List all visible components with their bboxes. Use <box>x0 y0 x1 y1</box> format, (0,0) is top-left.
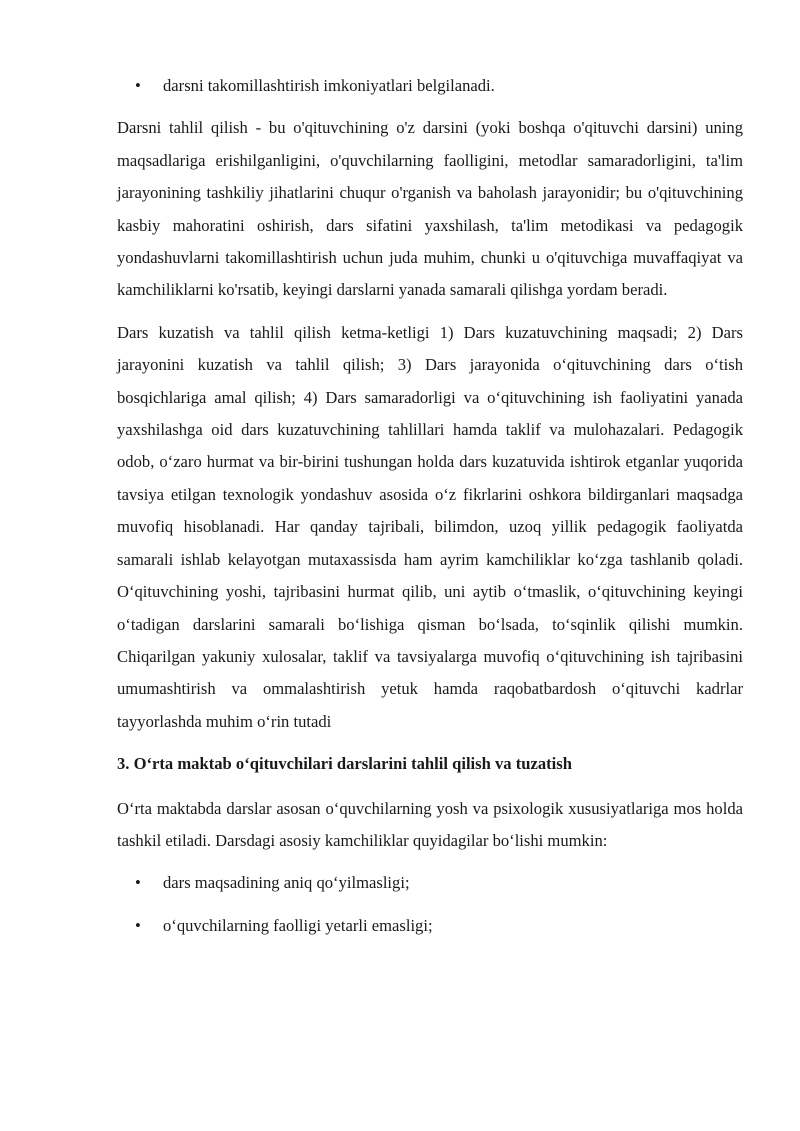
bullet-text: o‘quvchilarning faolligi yetarli emasligi; <box>163 915 433 935</box>
bullet-dot: • <box>135 915 141 935</box>
bullet-item <box>117 910 743 942</box>
paragraph-observation-sequence: Dars kuzatish va tahlil qilish ketma-ketligi 1) Dars kuzatuvchining maqsadi; 2) Dars jarayonini kuzatish va tahlil qilish; 3) Dars jarayonida o‘qituvchining dars o‘tish bosqichlariga amal qilish; 4) Dars samaradorligi va o‘qituvchining ish faoliyatini yanada yaxshilashga oid dars kuzatuvchining tahlillari hamda taklif va mulohazalari. Pedagogik odob, o‘zaro hurmat va bir-birini tushungan holda dars kuzatuvida ishtirok etganlar yuqorida tavsiya etilgan texnologik yondashuv asosida o‘z fikrlarini oshkora bildirganlari maqsadga muvofiq hisoblanadi. Har qanday tajribali, bilimdon, uzoq yillik pedagogik faoliyatda samarali ishlab kelayotgan mutaxassisda ham ayrim kamchiliklar ko‘zga tashlanib qoladi. O‘qituvchining yoshi, tajribasini hurmat qilib, uni aytib o‘tmaslik, o‘qituvchining keyingi o‘tadigan darslarini samarali bo‘lishiga qisman bo‘lsada, to‘sqinlik qilishi mumkin. Chiqarilgan yakuniy xulosalar, taklif va tavsiyalarga muvofiq o‘qituvchining ish tajribasini umumashtirish va ommalashtirish yetuk hamda raqobatbardosh o‘qituvchi kadrlar tayyorlashda muhim o‘rin tutadi <box>117 322 743 731</box>
bullet-item <box>117 867 743 899</box>
bullet-text: darsni takomillashtirish imkoniyatlari belgilanadi. <box>163 76 495 95</box>
paragraph-lesson-analysis: Darsni tahlil qilish - bu o'qituvchining o'z darsini (yoki boshqa o'qituvchi darsini) uning maqsadlariga erishilganligini, o'quvchilarning faolligini, metodlar samaradorligini, ta'lim jarayonining tashkiliy jihatlarini chuqur o'rganish va baholash jarayonidir; bu o'qituvchining kasbiy mahoratini oshirish, dars sifatini yaxshilash, ta'lim metodikasi va pedagogik yondashuvlarni takomillashtirish uchun juda muhim, chunki u o'qituvchiga muvaffaqiyat va kamchiliklarni ko'rsatib, keyingi darslarni yanada samarali qilishga yordam beradi. <box>117 118 743 300</box>
bullet-dot: • <box>135 76 141 95</box>
paragraph-secondary-school: O‘rta maktabda darslar asosan o‘quvchilarning yosh va psixologik xususiyatlariga mos holda tashkil etiladi. Darsdagi asosiy kamchiliklar quyidagilar bo‘lishi mumkin: <box>117 798 743 850</box>
bullet-text: dars maqsadining aniq qo‘yilmasligi; <box>163 873 410 893</box>
section-heading: 3. O‘rta maktab o‘qituvchilari darslarini tahlil qilish va tuzatish <box>117 754 572 774</box>
bullet-item <box>117 70 743 102</box>
bullet-dot: • <box>135 873 141 893</box>
document-page <box>117 70 743 952</box>
